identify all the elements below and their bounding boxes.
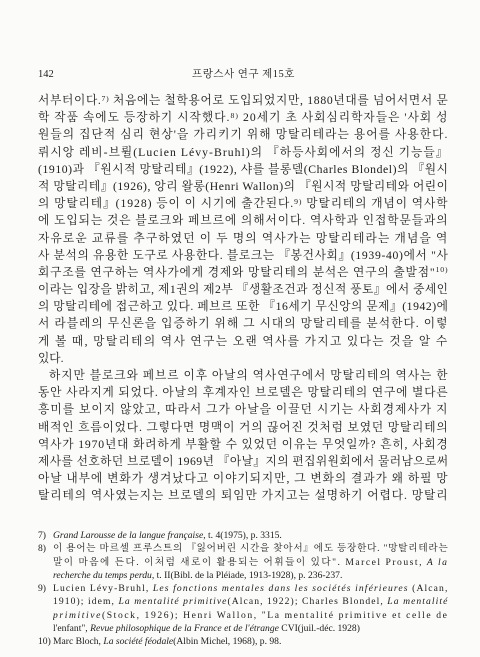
line-text: 적 망탈리테』(1926), 앙리 왈롱(Henri Wallon)의 『원시적 망탈리테와 어린이: [38, 179, 449, 193]
italic-title: La société féodale: [103, 636, 174, 648]
page-number: 142: [38, 69, 54, 80]
line-text: 뤼시앙 레비-브륄(Lucien Lévy-Bruhl)의 『하등사회에서의 정신 기능들』: [38, 145, 449, 159]
footnote-label: 10): [38, 636, 51, 648]
footnote-line: [53, 635, 449, 648]
italic-title: Revue philosophique de la France et de l'étrange: [90, 623, 279, 635]
line-text: 의 망탈리테에 접근하고 있다. 페브르 또한 『16세기 무신앙의 문제』(1942)에: [38, 300, 449, 314]
footnote: [38, 529, 449, 542]
line-text: 하지만 블로크와 페브르 이후 아날의 역사연구에서 망탈리테의 역사는 한: [49, 369, 449, 382]
line-text: 에 도입되는 것은 블로크와 페브르에 의해서이다. 역사학과 인접학문들과의: [38, 214, 449, 228]
text-segment: CVI(juil.-déc. 1928): [278, 623, 360, 635]
line-text: 있다.: [38, 351, 64, 365]
text-segment: Marc Bloch,: [53, 636, 104, 648]
line-text: [38, 94, 449, 107]
line-text: [53, 557, 448, 568]
text-line: [38, 401, 449, 418]
paragraph: [38, 367, 449, 505]
running-header: [38, 68, 449, 82]
italic-title: primitive: [53, 609, 102, 621]
line-text: [38, 197, 449, 210]
footnote: [38, 635, 449, 648]
text-line: [38, 212, 449, 229]
footnotes: [38, 529, 449, 649]
line-text: 이 용어는 마르셀 프루스트의 『잃어버린 시간을 찾아서』에도 등장한다. "망탈리테라는: [53, 543, 449, 555]
line-text: 원들의 집단적 심리 현상'을 가리키기 위해 망탈리테라는 용어를 사용한다.: [38, 128, 449, 142]
text-segment: 처음에는 철학용어로 도입되었지만, 1880년대를 넘어서면서 문: [109, 94, 449, 107]
text-segment: (Albin Michel, 1968), p. 98.: [173, 636, 282, 648]
line-text: [53, 610, 448, 621]
footnote-ref: 9): [294, 196, 303, 206]
text-line: [38, 178, 449, 195]
line-text: [53, 596, 449, 607]
line-text: 자유로운 교류를 추구하였던 이 두 명의 역사가는 망탈리테라는 개념을 역: [38, 231, 449, 245]
footnote-ref: 8): [230, 110, 240, 120]
footnote-text: [53, 542, 449, 582]
text-segment: , t. 4(1975), p. 3315.: [203, 530, 282, 541]
footnote-line: [53, 622, 449, 635]
line-text: 흥미를 보이지 않았고, 따라서 그가 아날을 이끌던 시기는 사회경제사가 지: [38, 403, 449, 417]
line-text: 사 분석의 유용한 도구로 사용한다. 블로크는 『봉건사회』(1939-40)에서 "사: [38, 248, 449, 262]
text-segment: 1910); idem,: [53, 596, 119, 608]
italic-title: Les fonctions mentales dans les sociétés inférieures: [152, 583, 409, 595]
text-segment: 회구조를 연구하는 역사가에게 경제와 망탈리테의 분석은 연구의 출발점": [38, 265, 436, 279]
journal-title: 프랑스사 연구 제15호: [192, 69, 295, 80]
line-text: 서 라블레의 무신론을 입증하기 위해 그 시대의 망탈리테를 분석한다. 이렇: [38, 317, 449, 331]
text-line: [38, 367, 449, 384]
line-text: 역사가 1970년대 화려하게 부활할 수 있었던 이유는 무엇일까? 흔히, 사회경: [38, 437, 449, 451]
footnote-label: 7): [38, 530, 46, 541]
text-line: [38, 487, 449, 504]
line-text: [53, 570, 342, 581]
text-line: [38, 264, 449, 281]
text-segment: (Stock, 1926); Henri Wallon, "La mentalité primitive et celle de: [101, 609, 449, 621]
italic-title: La mentalité: [387, 596, 449, 608]
footnote-line: [53, 582, 449, 595]
text-segment: 망탈리테의 개념이 역사학: [302, 197, 449, 211]
text-line: [38, 453, 449, 470]
line-text: [38, 266, 449, 279]
line-text: [38, 111, 449, 124]
line-text: 탈리테의 역사였는지는 브로델의 퇴임만 가지고는 설명하기 어렵다. 망탈리: [38, 489, 449, 503]
text-line: [38, 436, 449, 453]
footnote-text: [53, 582, 449, 635]
text-line: [38, 109, 449, 126]
italic-title: A la: [426, 556, 449, 568]
paragraph: [38, 92, 449, 367]
line-text: [53, 623, 360, 634]
footnote-line: [53, 609, 449, 622]
footnote-text: [53, 635, 449, 648]
footnote-text: [53, 529, 449, 542]
text-segment: (Alcan, 1922); Charles Blondel,: [227, 596, 388, 608]
line-text: [53, 636, 281, 647]
line-text: 게 볼 때, 망탈리테의 역사 연구는 오랜 역사를 가지고 있다는 것을 알 수: [38, 334, 449, 348]
text-line: [38, 419, 449, 436]
italic-title: Grand Larousse de la langue française: [53, 530, 204, 541]
footnote-label: 8): [38, 543, 46, 555]
line-text: 배적인 흐름이었다. 그렇다면 명맥이 거의 끊어진 것처럼 보였던 망탈리테의: [38, 420, 449, 434]
text-line: [38, 384, 449, 401]
line-text: 이라는 입장을 밝히고, 제1권의 제2부 『생활조건과 정신적 풍토』에서 중세인: [38, 283, 449, 297]
text-line: [38, 126, 449, 143]
text-line: [38, 281, 449, 298]
text-segment: 서부터이다.: [38, 94, 102, 107]
text-line: [38, 195, 449, 212]
text-segment: 20세기 초 사회심리학자들은 '사회 성: [239, 111, 449, 125]
footnote-line: [53, 595, 449, 608]
text-line: [38, 247, 449, 264]
footnote-line: [53, 542, 449, 555]
text-segment: l'enfant",: [53, 623, 91, 635]
text-line: [38, 315, 449, 332]
text-line: [38, 161, 449, 178]
text-line: [38, 350, 449, 367]
text-line: [38, 298, 449, 315]
text-segment: Lucien Lévy-Bruhl,: [53, 583, 153, 595]
text-segment: , t. II(Bibl. de la Pléiade, 1913-1928), p. 236-237.: [151, 569, 343, 581]
footnote: [38, 582, 449, 635]
text-line: [38, 333, 449, 350]
line-text: (1910)과 『원시적 망탈리테』(1922), 샤를 블롱델(Charles Blondel)의 『원시: [38, 162, 449, 176]
footnote-line: [53, 569, 449, 582]
text-line: [38, 92, 449, 109]
footnote-ref: 7): [101, 93, 110, 103]
footnote-label: 9): [38, 583, 46, 595]
text-segment: 말이 마음에 든다. 이처럼 새로이 활용되는 어휘들이 있다". Marcel Proust,: [53, 556, 427, 568]
footnote-ref: 10): [435, 265, 449, 275]
line-text: 제사를 선호하던 브로델이 1969년 『아날』지의 편집위원회에서 물러남으로써: [38, 454, 449, 468]
text-segment: 학 작품 속에도 등장하기 시작했다.: [38, 111, 231, 125]
text-line: [38, 470, 449, 487]
footnote-line: [53, 556, 449, 569]
text-segment: (Alcan,: [408, 583, 449, 595]
line-text: 동안 사라지게 되었다. 아날의 후계자인 브로델은 망탈리테의 연구에 별다른: [38, 386, 449, 400]
line-text: [53, 583, 449, 594]
text-segment: 의 망탈리테』(1928) 등이 이 시기에 출간된다.: [38, 197, 295, 211]
line-text: [53, 530, 282, 541]
text-line: [38, 230, 449, 247]
text-line: [38, 144, 449, 161]
footnote-line: [53, 529, 449, 542]
line-text: 아날 내부에 변화가 생겨났다고 이야기되지만, 그 변화의 결과가 왜 하필 망: [38, 472, 449, 486]
body-text: [38, 92, 449, 505]
italic-title: La mentalité primitive: [118, 596, 228, 608]
italic-title: recherche du temps perdu: [53, 569, 152, 581]
footnote: [38, 542, 449, 582]
